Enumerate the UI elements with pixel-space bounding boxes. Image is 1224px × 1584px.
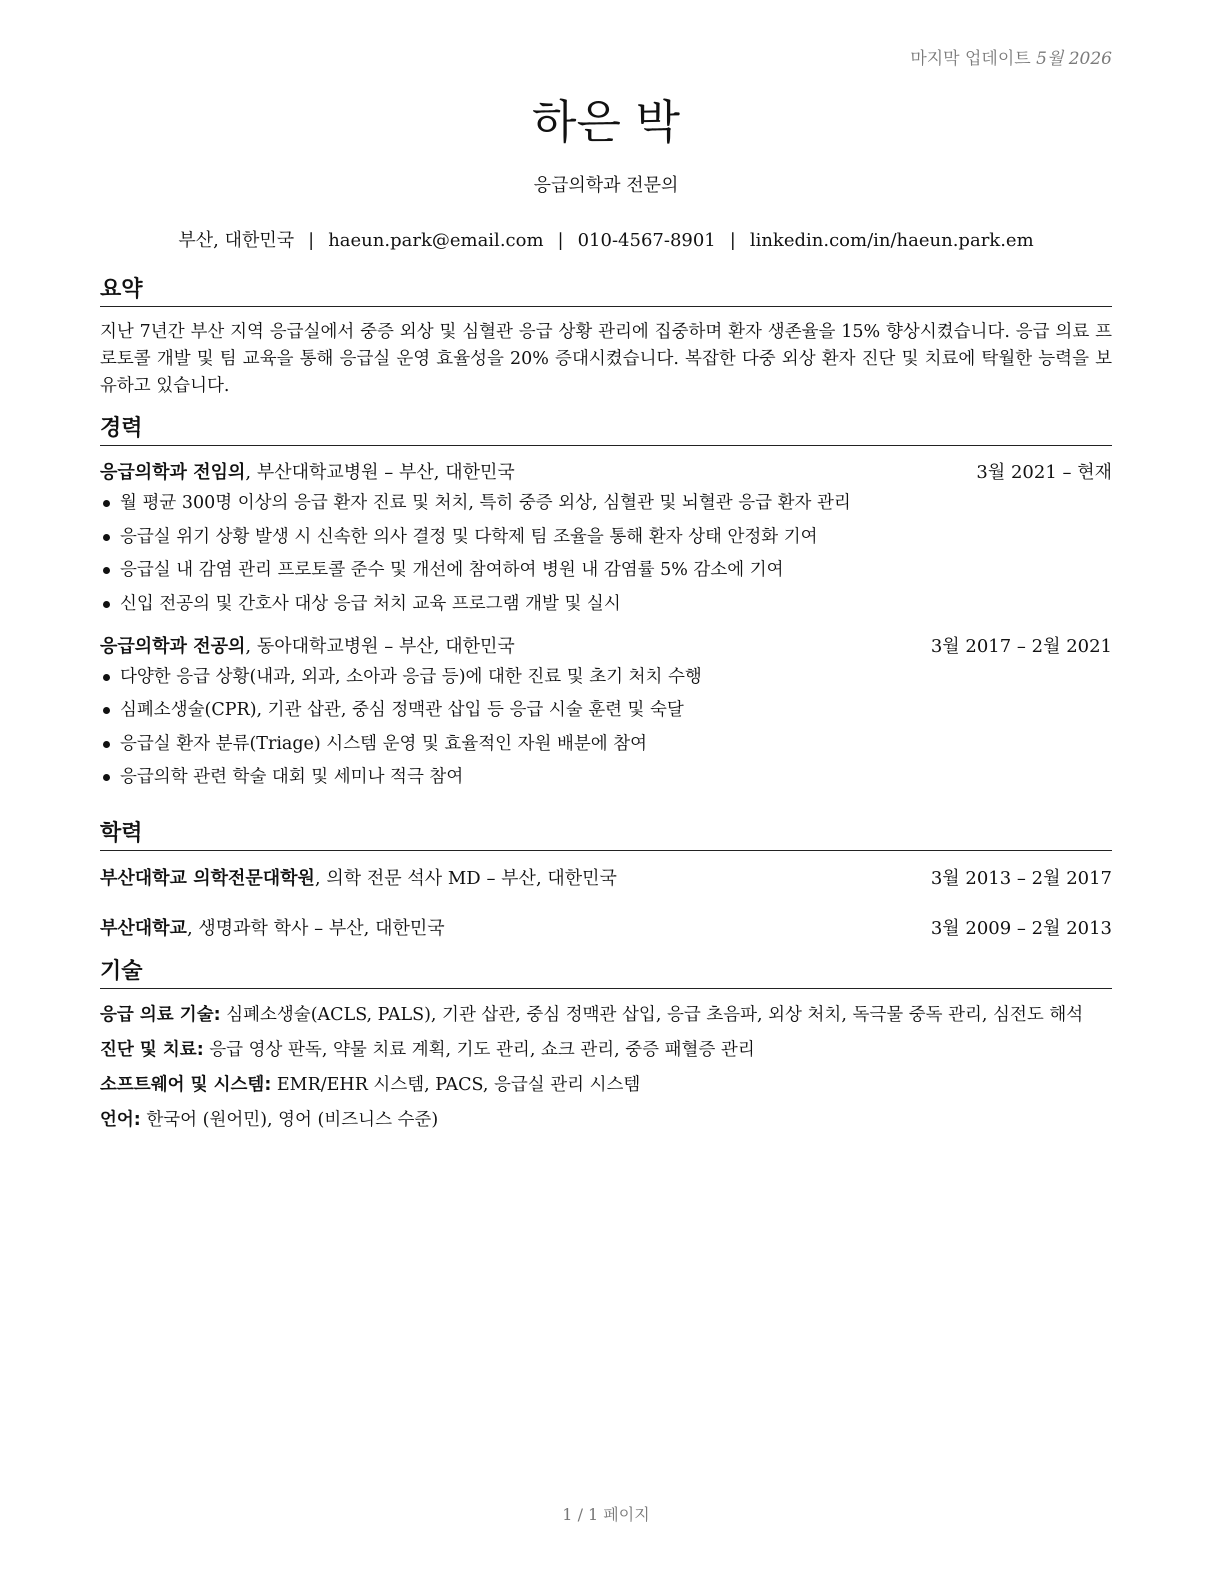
entry-date: 3월 2013 – 2월 2017 (930, 868, 1112, 889)
entry-detail: , 의학 전문 석사 MD – 부산, 대한민국 (314, 868, 617, 889)
skill-row (100, 1038, 1112, 1063)
skill-label: 언어: (100, 1110, 141, 1130)
bullet-item: 심폐소생술(CPR), 기관 삽관, 중심 정맥관 삽입 등 응급 시술 훈련 및 숙달 (100, 697, 1112, 723)
contact-phone: 010-4567-8901 (577, 230, 716, 251)
entry-role: 응급의학과 전공의 (100, 635, 246, 657)
candidate-title: 응급의학과 전문의 (533, 175, 679, 196)
contact-location: 부산, 대한민국 (178, 230, 295, 251)
entry-school: 부산대학교 (100, 918, 187, 939)
section-heading: 요약 (100, 276, 1112, 307)
entry-date: 3월 2009 – 2월 2013 (930, 918, 1112, 939)
entry-header (100, 460, 1112, 486)
entry-org: , 부산대학교병원 – 부산, 대한민국 (245, 462, 515, 483)
entry-date: 3월 2021 – 현재 (976, 462, 1112, 483)
skill-row (100, 1003, 1112, 1028)
education-entry (100, 866, 1112, 892)
entry-bullets (100, 664, 1112, 791)
candidate-name: 하은 박 (532, 95, 680, 149)
summary-section (100, 276, 1112, 400)
section-heading: 경력 (100, 415, 1112, 446)
skill-value: EMR/EHR 시스템, PACS, 응급실 관리 시스템 (271, 1075, 641, 1095)
bullet-item: 다양한 응급 상황(내과, 외과, 소아과 응급 등)에 대한 진료 및 초기 처치 수행 (100, 664, 1112, 690)
bullet-item: 신입 전공의 및 간호사 대상 응급 처치 교육 프로그램 개발 및 실시 (100, 591, 1112, 617)
bullet-item: 월 평균 300명 이상의 응급 환자 진료 및 처치, 특히 중증 외상, 심혈관 및 뇌혈관 응급 환자 관리 (100, 490, 1112, 516)
education-entry (100, 916, 1112, 942)
skill-value: 응급 영상 판독, 약물 치료 계획, 기도 관리, 쇼크 관리, 중증 패혈증 관리 (203, 1040, 755, 1060)
skill-label: 진단 및 치료: (100, 1040, 204, 1060)
skills-section (100, 958, 1112, 1143)
skill-value: 한국어 (원어민), 영어 (비즈니스 수준) (140, 1110, 439, 1130)
section-heading: 기술 (100, 958, 1112, 989)
last-updated: 마지막 업데이트 5월 2026 (910, 49, 1112, 69)
contact-separator: | (729, 230, 736, 251)
skill-row (100, 1073, 1112, 1098)
page-number: 1 / 1 페이지 (562, 1505, 650, 1524)
contact-email[interactable]: haeun.park@email.com (328, 230, 544, 251)
summary-text: 지난 7년간 부산 지역 응급실에서 중증 외상 및 심혈관 응급 상황 관리에 집중하며 환자 생존율을 15% 향상시켰습니다. 응급 의료 프로토콜 개발 및 팀 교육을 통해 응급실 운영 효율성을 20% 증대시켰습니다. 복잡한 다중 외상 환자 진단 및 치료에 탁월한 능력을 보유하고 있습니다. (100, 322, 1112, 396)
contact-separator: | (308, 230, 315, 251)
experience-entry (100, 460, 1112, 617)
entry-date: 3월 2017 – 2월 2021 (930, 635, 1112, 657)
bullet-item: 응급의학 관련 학술 대회 및 세미나 적극 참여 (100, 764, 1112, 790)
resume-page (100, 0, 1112, 1584)
education-section (100, 820, 1112, 942)
skill-label: 소프트웨어 및 시스템: (100, 1075, 272, 1095)
contact-line (100, 226, 1112, 252)
entry-header (100, 634, 1112, 660)
skills-list (100, 1003, 1112, 1133)
skill-label: 응급 의료 기술: (100, 1005, 221, 1025)
experience-entry (100, 634, 1112, 791)
contact-linkedin[interactable]: linkedin.com/in/haeun.park.em (749, 230, 1034, 251)
entry-detail: , 생명과학 학사 – 부산, 대한민국 (186, 918, 445, 939)
entry-org: , 동아대학교병원 – 부산, 대한민국 (245, 635, 515, 657)
skill-value: 심폐소생술(ACLS, PALS), 기관 삽관, 중심 정맥관 삽입, 응급 초음파, 외상 처치, 독극물 중독 관리, 심전도 해석 (220, 1005, 1084, 1025)
bullet-item: 응급실 위기 상황 발생 시 신속한 의사 결정 및 다학제 팀 조율을 통해 환자 상태 안정화 기여 (100, 524, 1112, 550)
experience-section (100, 415, 1112, 798)
contact-separator: | (557, 230, 564, 251)
skill-row (100, 1108, 1112, 1133)
entry-role: 응급의학과 전임의 (100, 462, 246, 483)
bullet-item: 응급실 내 감염 관리 프로토콜 준수 및 개선에 참여하여 병원 내 감염률 5% 감소에 기여 (100, 557, 1112, 583)
section-heading: 학력 (100, 820, 1112, 851)
bullet-item: 응급실 환자 분류(Triage) 시스템 운영 및 효율적인 자원 배분에 참여 (100, 731, 1112, 757)
entry-bullets (100, 490, 1112, 617)
entry-school: 부산대학교 의학전문대학원 (100, 868, 315, 889)
